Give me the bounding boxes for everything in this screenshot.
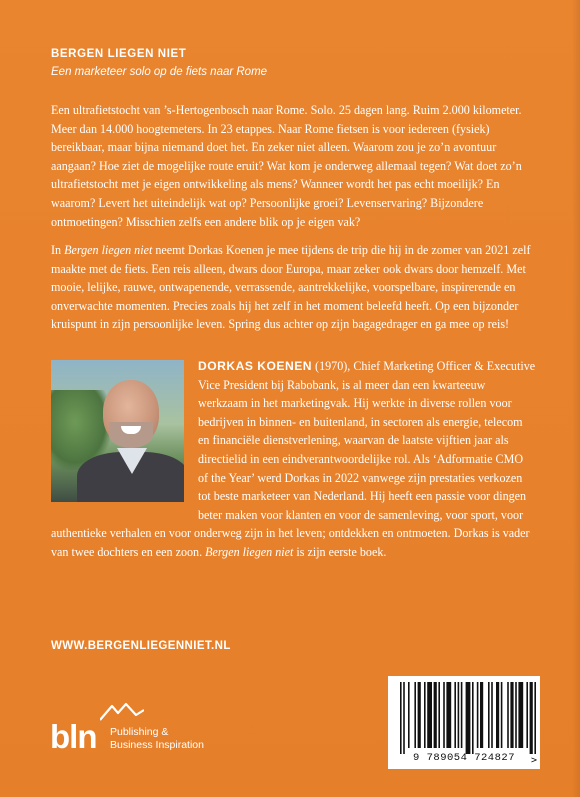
author-bio-book-title: Bergen liegen niet: [205, 544, 294, 559]
publisher-tagline-line-1: Publishing &: [110, 726, 169, 738]
svg-text:>: >: [531, 755, 538, 766]
website-url: WWW.BERGENLIEGENNIET.NL: [51, 640, 231, 652]
author-name: DORKAS KOENEN: [198, 359, 313, 373]
publisher-logo: [50, 700, 220, 760]
mountains-icon: [100, 702, 144, 722]
blurb-body: neemt Dorkas Koenen je mee tijdens de trip die hij in de zomer van 2021 zelf maakte met de fiets. Een reis alleen, dwars door Europa, maar zeker ook dwars door hemzelf. Met mooie, lelijke, rauwe, ontwapenende, verrassende, aantrekkelijke, voorspelbare, inspirerende en onverwachte momenten. Precies zoals hij het zelf in het moment beleefd heeft. Op een bijzonder kruispunt in zijn persoonlijke leven. Spring dus achter op zijn bagagedrager en ga mee op reis!: [51, 243, 531, 332]
author-bio: [51, 357, 536, 562]
blurb-paragraph-1: Een ultrafietstocht van ’s-Hertogenbosch naar Rome. Solo. 25 dagen lang. Ruim 2.000 kilometer. Meer dan 14.000 hoogtemeters. In 23 etappes. Naar Rome fietsen is voor iedereen (fysiek) bereikbaar, maar bijna niemand doet het. En zeker niet alleen. Waarom zou je zo’n avontuur aangaan? Hoe ziet de mogelijke route eruit? Wat kom je onderweg allemaal tegen? Wat doet zo’n ultrafietstocht met je eigen ontwikkeling als mens? Wanneer wordt het pas echt moeilijk? En waarom? Levert het uiteindelijk wat op? Persoonlijke groei? Levenservaring? Bijzondere ontmoetingen? Misschien zelfs een andere blik op je eigen vak?: [51, 103, 522, 229]
book-subtitle: Een marketeer solo op de fiets naar Rome: [51, 66, 268, 78]
spine-shadow: [572, 0, 580, 797]
blurb-intro: In: [51, 243, 65, 257]
publisher-tagline: [110, 726, 204, 752]
author-bio-text: (1970), Chief Marketing Officer & Executive Vice President bij Rabobank, is al meer dan een kwarteeuw werkzaam in het marketingvak. Hij werkte in diverse rollen voor bedrijven in binnen- en buitenland, in sectoren als energie, telecom en financiële dienstverlening, waarvan de laatste vijftien jaar als directielid in een eindverantwoordelijke rol. Als ‘Adformatie CMO of the Year’ werd Dorkas in 2022 vanwege zijn prestaties verkozen tot beste marketeer van Nederland. Hij heeft een passie voor dingen beter maken voor klanten en voor de samenleving, voor sport, voor authentieke verhalen en voor onderweg zijn in het leven; ontdekken en ontmoeten. Dorkas is vader van twee dochters en een zoon.: [51, 359, 536, 559]
isbn-number: 9 789054 724827: [412, 752, 515, 764]
author-bio-closing: is zijn eerste boek.: [293, 544, 387, 559]
publisher-logo-text: bln: [50, 718, 97, 755]
blurb-paragraph-2: [51, 241, 536, 334]
isbn-barcode: [388, 676, 540, 769]
author-photo: [51, 360, 184, 502]
publisher-tagline-line-2: Business Inspiration: [110, 739, 204, 751]
book-title: BERGEN LIEGEN NIET: [51, 48, 187, 60]
blurb-book-title: Bergen liegen niet: [64, 243, 153, 257]
